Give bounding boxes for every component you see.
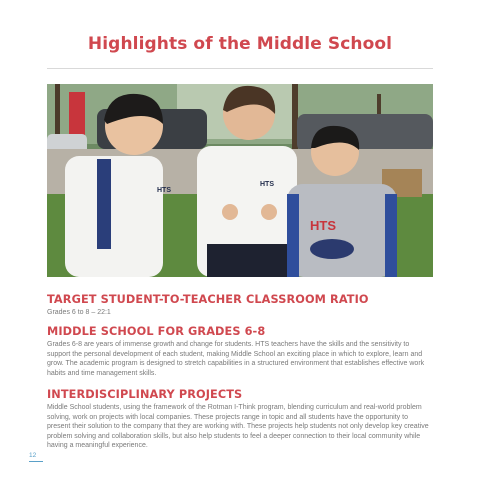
section-body: Middle School students, using the framework of the Rotman I-Think program, blending curriculum and real-world problem solving, work on projects with local companies. These projects range in topic and all students have the opportunity to present their solution to the company that they are working with. These projects help students not only develop key creative problem solving and collaboration skills, but also help students to feel a deeper connection to their local community while having a meaningful experience.: [47, 404, 429, 450]
page-title: Highlights of the Middle School: [87, 34, 393, 54]
section-body: Grades 6 to 8 – 22:1: [47, 309, 111, 316]
section-heading: MIDDLE SCHOOL FOR GRADES 6-8: [47, 325, 266, 338]
sweatshirt-logo-right: HTS: [310, 218, 336, 233]
title-divider: [47, 68, 433, 69]
section-heading: INTERDISCIPLINARY PROJECTS: [47, 388, 243, 401]
section-heading: TARGET STUDENT-TO-TEACHER CLASSROOM RATIO: [47, 293, 369, 306]
section-body: Grades 6-8 are years of immense growth and change for students. HTS teachers have the skills and the sensitivity to support the personal development of each student, making Middle School an exciting place in which to explore, learn and grow. The academic program is designed to stretch capabilities in a structured environment that establishes effective work habits and time management skills.: [47, 341, 425, 377]
shirt-logo-middle: HTS: [260, 181, 274, 188]
section-ratio: [47, 293, 433, 318]
students-photo: [47, 84, 433, 277]
students-photo-illustration: [47, 84, 433, 277]
shirt-logo-left: HTS: [157, 187, 171, 194]
section-middle-school: [47, 325, 433, 378]
page-number: 12: [29, 452, 37, 459]
page-number-underline: [29, 461, 43, 462]
section-projects: [47, 388, 433, 451]
